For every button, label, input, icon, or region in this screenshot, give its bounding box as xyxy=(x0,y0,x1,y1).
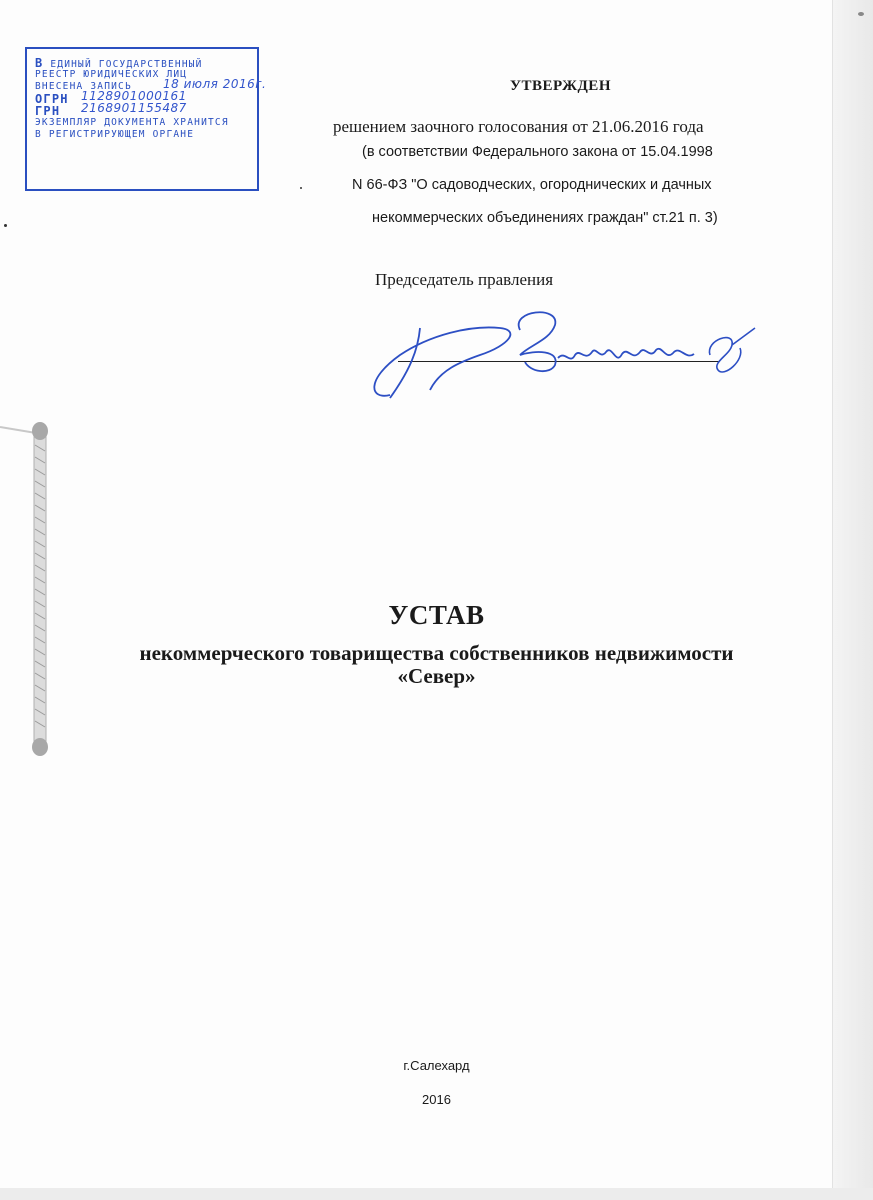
stamp-line-2: РЕЕСТР ЮРИДИЧЕСКИХ ЛИЦ xyxy=(35,69,188,80)
stamp-line-7: В РЕГИСТРИРУЮЩЕМ ОРГАНЕ xyxy=(35,129,195,140)
page-bottom-edge xyxy=(0,1188,873,1200)
stamp-grn-value: 2168901155487 xyxy=(81,101,187,115)
stamp-ogrn-label: ОГРН xyxy=(35,92,69,106)
stamp-line-1: ЕДИНЫЙ ГОСУДАРСТВЕННЫЙ xyxy=(50,59,203,70)
scan-speck xyxy=(858,12,864,16)
binding-cord xyxy=(0,405,70,765)
organization-name: «Север» xyxy=(397,664,476,688)
law-reference-line-2: N 66-ФЗ "О садоводческих, огороднических и дачных xyxy=(352,177,712,193)
chairman-signature xyxy=(360,300,770,410)
stamp-entry-date: 18 июля 2016г. xyxy=(163,77,267,91)
document-year: 2016 xyxy=(422,1092,451,1107)
stamp-grn-label: ГРН xyxy=(35,104,61,118)
document-title: УСТАВ xyxy=(388,600,485,630)
approval-decision: решением заочного голосования от 21.06.2016 года xyxy=(333,117,704,136)
scan-speck xyxy=(4,224,7,227)
law-reference-line-1: (в соответствии Федерального закона от 15.04.1998 xyxy=(362,144,713,160)
document-subtitle: некоммерческого товарищества собственников недвижимости xyxy=(139,641,734,665)
stamp-line-6: ЭКЗЕМПЛЯР ДОКУМЕНТА ХРАНИТСЯ xyxy=(35,117,229,128)
stamp-ogrn-value: 1128901000161 xyxy=(81,89,187,103)
approval-title: УТВЕРЖДЕН xyxy=(510,78,611,94)
stamp-prefix: В xyxy=(35,56,44,70)
scan-speck xyxy=(300,187,302,189)
law-reference-line-3: некоммерческих объединениях граждан" ст.21 п. 3) xyxy=(372,210,718,226)
registration-stamp xyxy=(25,47,267,191)
chairman-label: Председатель правления xyxy=(375,270,554,289)
stamp-entry-label: ВНЕСЕНА ЗАПИСЬ xyxy=(35,81,132,92)
document-city: г.Салехард xyxy=(403,1058,470,1073)
